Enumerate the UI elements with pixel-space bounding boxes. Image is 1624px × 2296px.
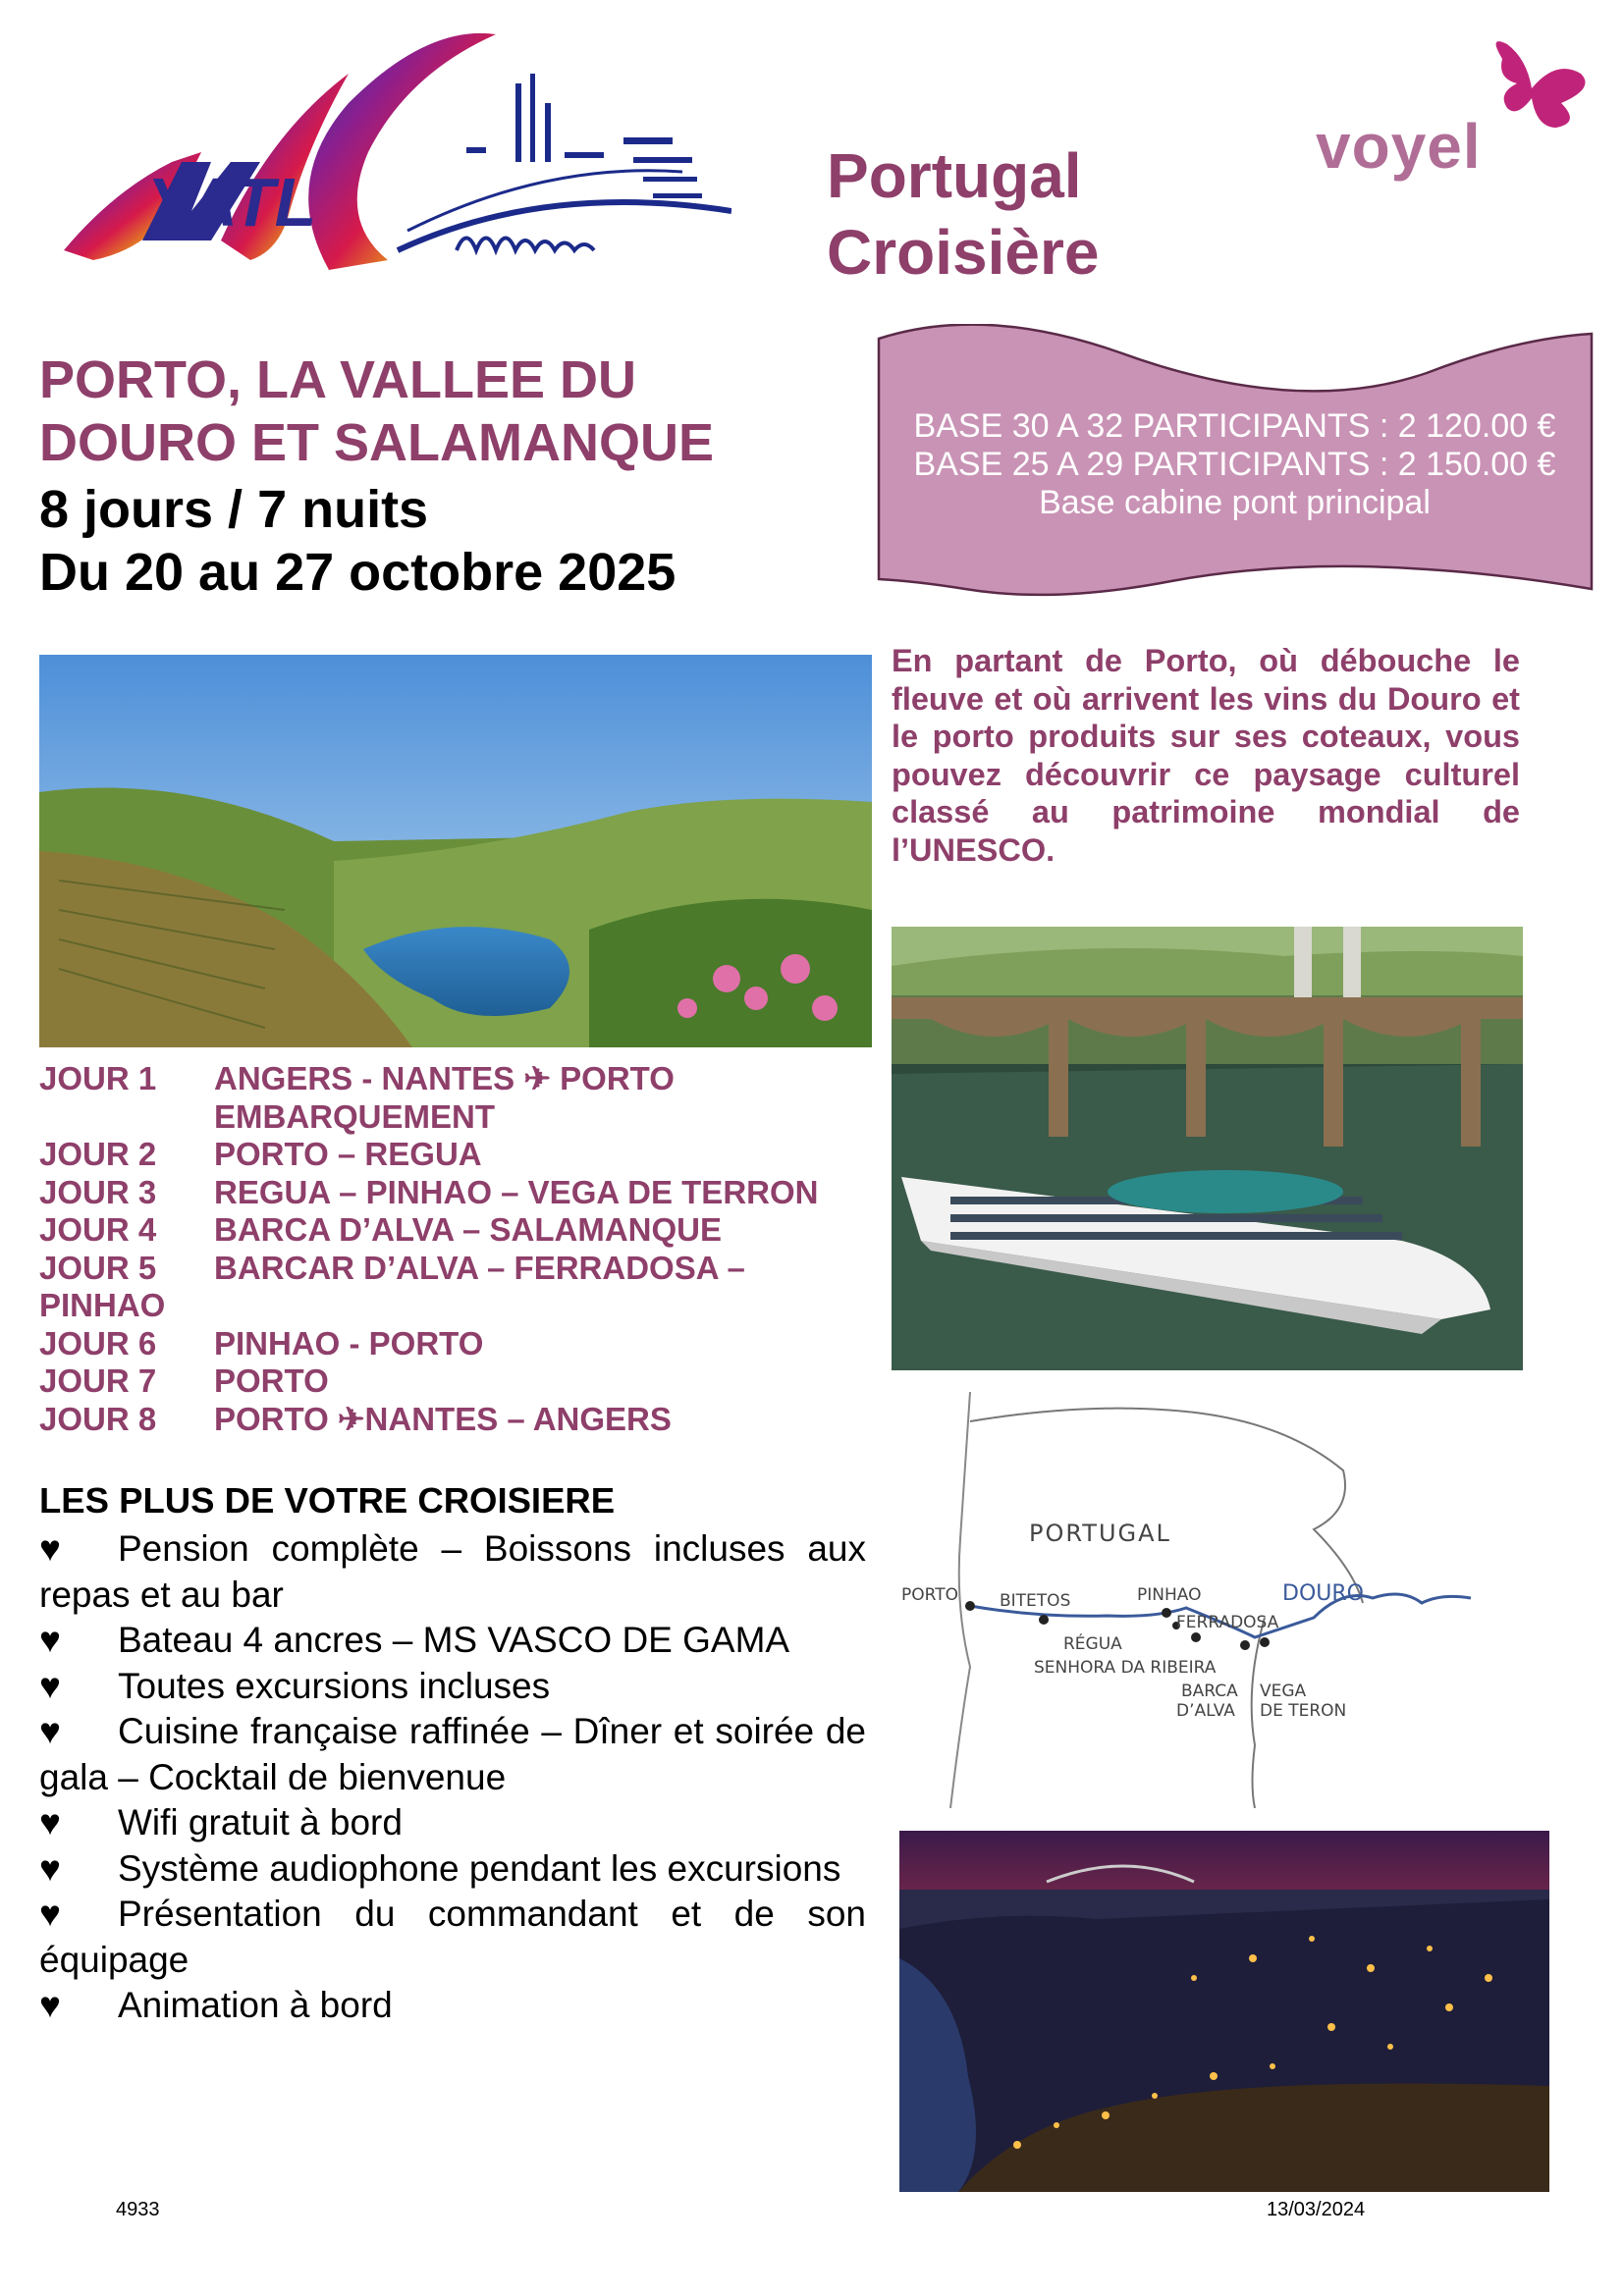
itinerary-desc: PORTO bbox=[214, 1362, 329, 1399]
document-number: 4933 bbox=[116, 2199, 160, 2220]
voyel-logo-text: voyel bbox=[1316, 111, 1482, 182]
highlights-list bbox=[39, 1526, 866, 2029]
map-place-label: BITETOS bbox=[1000, 1591, 1071, 1611]
heart-icon: ♥ bbox=[39, 1802, 61, 1842]
itinerary-day: JOUR 2 bbox=[39, 1136, 157, 1172]
itinerary-desc: PORTO – REGUA bbox=[214, 1136, 482, 1172]
trip-type-label: Croisière bbox=[827, 217, 1100, 288]
douro-valley-photo bbox=[39, 655, 872, 1047]
map-place-label: RÉGUA bbox=[1063, 1634, 1122, 1654]
highlight-text: Cuisine française raffinée – Dîner et soirée de gala – Cocktail de bienvenue bbox=[39, 1711, 866, 1797]
heart-icon: ♥ bbox=[39, 1528, 61, 1569]
country-label: Portugal bbox=[827, 140, 1082, 211]
highlight-item bbox=[39, 1709, 866, 1800]
trip-title bbox=[39, 348, 714, 474]
highlight-item bbox=[39, 1983, 866, 2029]
title-line-2: DOURO ET SALAMANQUE bbox=[39, 413, 714, 472]
porto-night-photo bbox=[899, 1831, 1549, 2192]
highlight-item bbox=[39, 1618, 866, 1664]
itinerary-day: JOUR 6 bbox=[39, 1324, 157, 1362]
highlight-text: Présentation du commandant et de son équipage bbox=[39, 1894, 866, 1980]
itinerary-desc: BARCA D’ALVA – SALAMANQUE bbox=[214, 1211, 722, 1248]
itinerary-item bbox=[39, 1174, 864, 1212]
itinerary-desc: BARCAR D’ALVA – FERRADOSA – bbox=[214, 1249, 745, 1286]
highlight-item bbox=[39, 1526, 866, 1618]
heart-icon: ♥ bbox=[39, 1711, 61, 1751]
trip-dates: Du 20 au 27 octobre 2025 bbox=[39, 543, 677, 602]
map-place-label: D’ALVA bbox=[1176, 1701, 1235, 1721]
highlight-item bbox=[39, 1800, 866, 1846]
title-line-1: PORTO, LA VALLEE DU bbox=[39, 350, 637, 409]
itinerary-list bbox=[39, 1060, 864, 1438]
itinerary-item bbox=[39, 1325, 864, 1363]
map-place-label: PINHAO bbox=[1137, 1585, 1202, 1605]
cruise-route-map bbox=[892, 1392, 1523, 1808]
trip-duration: 8 jours / 7 nuits bbox=[39, 480, 429, 539]
itinerary-day: JOUR 8 bbox=[39, 1400, 157, 1437]
price-line-1: BASE 30 A 32 PARTICIPANTS : 2 120.00 € bbox=[913, 407, 1556, 445]
destination-heading bbox=[827, 137, 1099, 291]
itinerary-item bbox=[39, 1136, 864, 1174]
highlight-text: Animation à bord bbox=[118, 1985, 393, 2025]
itinerary-desc: PORTO ✈NANTES – ANGERS bbox=[214, 1400, 672, 1437]
itinerary-desc-line-2: PINHAO bbox=[39, 1287, 166, 1323]
map-place-label: BARCA bbox=[1181, 1682, 1238, 1701]
map-place-label: VEGA bbox=[1260, 1682, 1307, 1701]
itinerary-desc: REGUA – PINHAO – VEGA DE TERRON bbox=[214, 1173, 819, 1210]
heart-icon: ♥ bbox=[39, 1847, 61, 1889]
highlight-text: Toutes excursions incluses bbox=[118, 1665, 551, 1706]
itinerary-day: JOUR 4 bbox=[39, 1211, 157, 1248]
itinerary-item bbox=[39, 1250, 864, 1325]
map-place-label: SENHORA DA RIBEIRA bbox=[1034, 1658, 1217, 1678]
highlight-text: Wifi gratuit à bord bbox=[118, 1802, 403, 1842]
highlight-text: Système audiophone pendant les excursions bbox=[118, 1847, 841, 1889]
highlight-item bbox=[39, 1664, 866, 1710]
map-river-label: DOURO bbox=[1282, 1581, 1364, 1606]
heart-icon: ♥ bbox=[39, 1894, 61, 1934]
intro-paragraph: En partant de Porto, où débouche le fleuve et où arrivent les vins du Douro et le porto produits sur ses coteaux, vous pouvez découvrir ce paysage culturel classé au patrimoine mondial de l’UNESCO. bbox=[892, 643, 1520, 868]
voyel-logo bbox=[1306, 39, 1591, 187]
itinerary-item bbox=[39, 1401, 864, 1439]
price-line-3: Base cabine pont principal bbox=[1039, 484, 1431, 521]
map-place-label: DE TERON bbox=[1260, 1701, 1347, 1721]
itinerary-day: JOUR 1 bbox=[39, 1060, 157, 1096]
itinerary-desc: PINHAO - PORTO bbox=[214, 1324, 484, 1362]
itinerary-day: JOUR 3 bbox=[39, 1173, 157, 1210]
highlights-title: LES PLUS DE VOTRE CROISIERE bbox=[39, 1480, 616, 1521]
heart-icon: ♥ bbox=[39, 1665, 61, 1706]
highlight-text: Pension complète – Boissons incluses aux repas et au bar bbox=[39, 1528, 866, 1615]
itinerary-item bbox=[39, 1060, 864, 1136]
heart-icon: ♥ bbox=[39, 1985, 61, 2025]
itinerary-day: JOUR 7 bbox=[39, 1362, 157, 1399]
highlight-item bbox=[39, 1892, 866, 1983]
itinerary-desc-line-2: EMBARQUEMENT bbox=[214, 1097, 495, 1135]
yatl-logo-text: YATL bbox=[147, 164, 317, 240]
highlight-item bbox=[39, 1846, 866, 1893]
itinerary-item bbox=[39, 1211, 864, 1250]
itinerary-day: JOUR 5 bbox=[39, 1249, 157, 1286]
highlight-text: Bateau 4 ancres – MS VASCO DE GAMA bbox=[118, 1620, 790, 1660]
yatl-logo bbox=[54, 15, 731, 290]
map-place-label: FERRADOSA bbox=[1176, 1613, 1279, 1632]
itinerary-desc: ANGERS - NANTES ✈ PORTO bbox=[214, 1060, 675, 1096]
document-date: 13/03/2024 bbox=[1267, 2199, 1366, 2220]
map-country-label: PORTUGAL bbox=[1029, 1520, 1171, 1547]
price-list bbox=[889, 407, 1581, 522]
map-place-label: PORTO bbox=[901, 1585, 958, 1605]
itinerary-item bbox=[39, 1362, 864, 1401]
price-line-2: BASE 25 A 29 PARTICIPANTS : 2 150.00 € bbox=[913, 446, 1556, 483]
heart-icon: ♥ bbox=[39, 1620, 61, 1660]
river-cruise-boat-photo bbox=[892, 927, 1523, 1370]
